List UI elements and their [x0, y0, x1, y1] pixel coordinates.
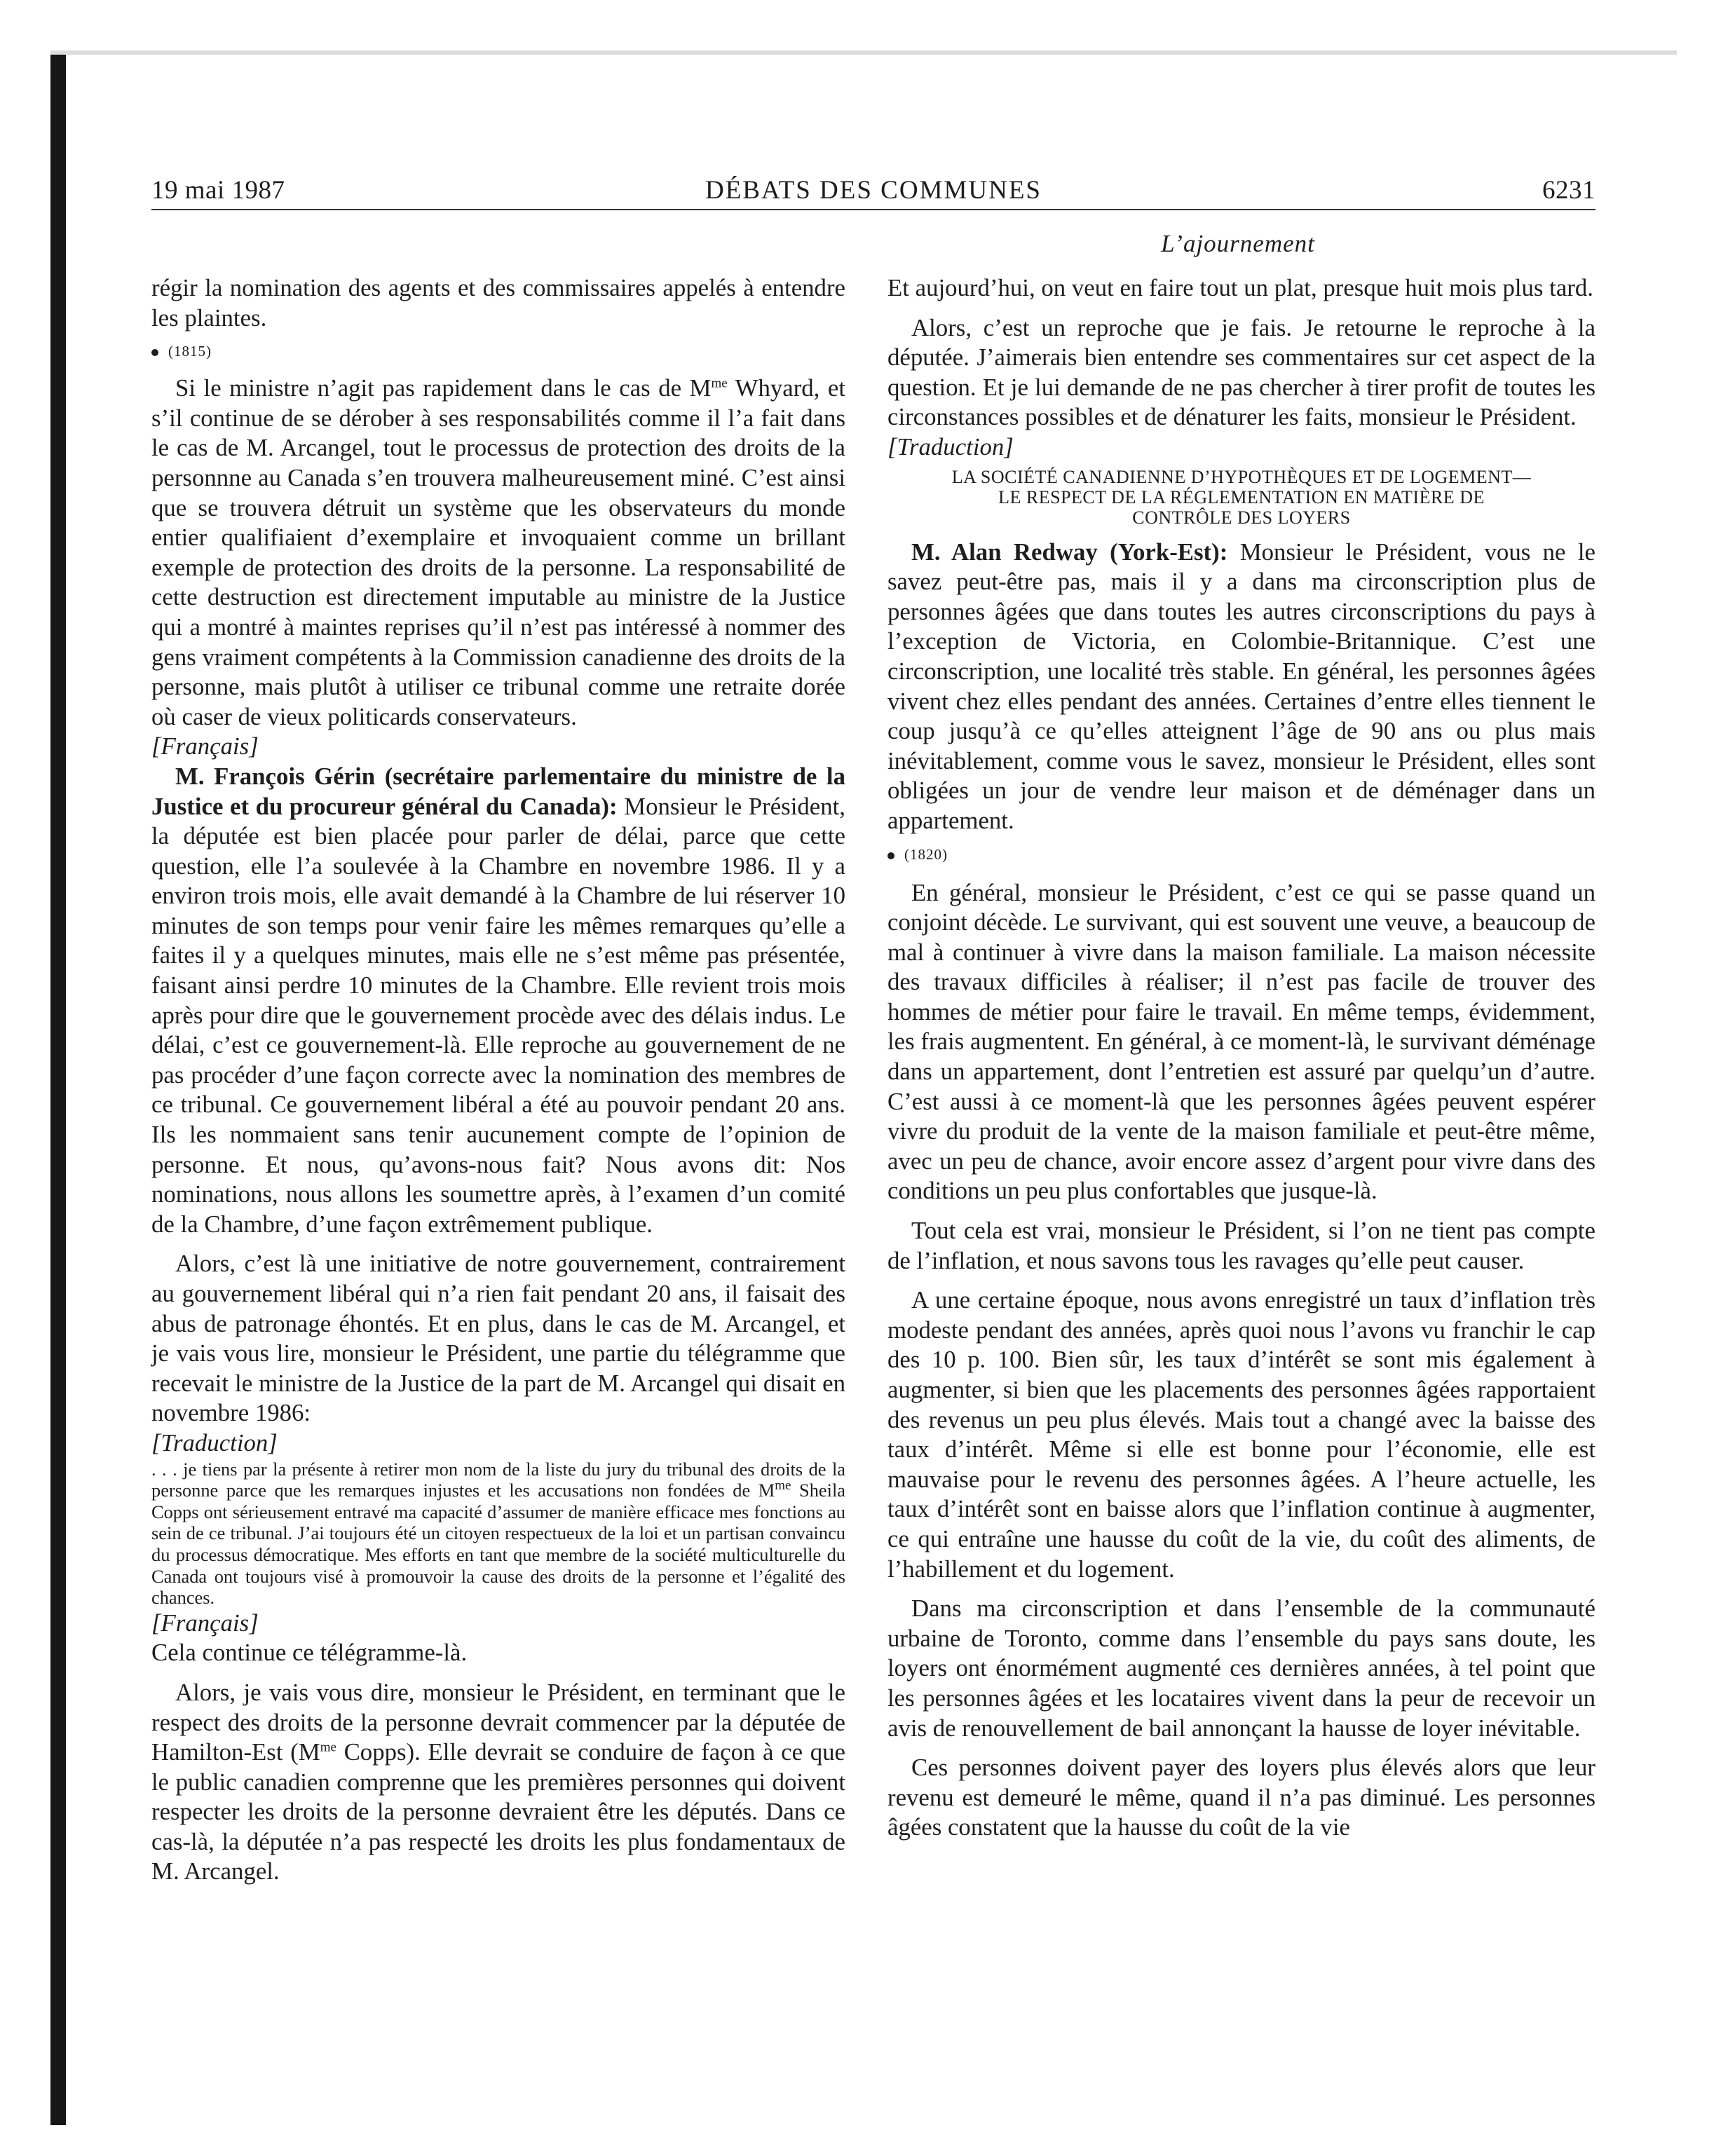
text-run: Sheila Copps ont sérieusement entravé ma capacité d’assumer de manière efficace mes fonctions au sein de ce tribunal. J’ai toujours été un citoyen respectueux de la loi et un partisan convaincu du processus démocratique. Mes efforts en tant que membre de la société multiculturelle du Canada ont toujours visé à promouvoir la cause des droits de la personne et l’égalité des chances. [151, 1480, 845, 1609]
paragraph: Alors, c’est là une initiative de notre gouvernement, contrairement au gouvernement libéral qui n’a rien fait pendant 20 ans, il faisait des abus de patronage éhontés. Et en plus, dans le cas de M. Arcangel, et je vais vous lire, monsieur le Président, une partie du télégramme que recevait le ministre de la Justice de la part de M. Arcangel qui disait en novembre 1986: [151, 1250, 845, 1427]
paragraph [151, 1678, 845, 1887]
paragraph: Ces personnes doivent payer des loyers plus élevés alors que leur revenu est demeuré le même, quand il n’a pas diminué. Les personnes âgées constatent que la hausse du coût de la vie [887, 1754, 1595, 1841]
time-marker [887, 840, 1595, 868]
language-tag: [Français] [151, 1609, 259, 1637]
paragraph: régir la nomination des agents et des commissaires appelés à entendre les plaintes. [151, 274, 845, 332]
speaker-name: M. François Gérin (secrétaire parlementaire du ministre de la Justice et du procureur général du Canada): [151, 762, 845, 820]
speech-paragraph [151, 762, 845, 1240]
page-header [151, 175, 1595, 210]
text-run: Monsieur le Président, la députée est bien placée pour parler de délai, parce que cette question, elle l’a soulevée à la Chambre en novembre 1986. Il y a environ trois mois, elle avait demandé à la Chambre de lui réserver 10 minutes de son temps pour venir faire les mêmes remarques qu’elle a faites il y a quelques minutes, mais elle ne s’est même pas présentée, faisant ainsi perdre 10 minutes de la Chambre. Elle revient trois mois après pour dire que le gouvernement procède avec des délais indus. Le délai, c’est ce gouvernement-là. Elle reproche au gouvernement de ne pas procéder d’une façon correcte avec la nomination des membres de ce tribunal. Ce gouvernement libéral a été au pouvoir pendant 20 ans. Ils les nommaient sans tenir aucunement compte de l’opinion de personne. Et nous, qu’avons-nous fait? Nous avons dit: Nos nominations, nous allons les soumettre après, à l’examen d’un comité de la Chambre, d’une façon extrêmement publique. [151, 792, 845, 1238]
text-run: Whyard, et s’il continue de se dérober à ses responsabilités comme il l’a fait dans le cas de M. Arcangel, tout le processus de protection des droits de la personnne au Canada s’en trouvera malheureusement miné. C’est ainsi que se trouvera détruit un système que les observateurs du monde entier qualifiaient d’exemplaire et invoquaient comme un brillant exemple de protection des droits de la personne. La responsabilité de cette destruction est directement imputable au ministre de la Justice qui a montré à maintes reprises qu’il n’est pas intéressé à nommer des gens vraiment compétents à la Commission canadienne des droits de la personne, mais plutôt à utiliser ce tribunal comme une retraite dorée où caser de vieux politicards conservateurs. [151, 374, 846, 730]
right-column [887, 273, 1595, 1843]
speaker-name: M. Alan Redway (York-Est): [911, 538, 1228, 566]
heading-line: CONTRÔLE DES LOYERS [1132, 507, 1351, 528]
heading-line: LE RESPECT DE LA RÉGLEMENTATION EN MATIÈRE DE [998, 486, 1485, 507]
time-marker [151, 337, 845, 365]
scan-border-top [50, 50, 1677, 55]
paragraph [151, 374, 845, 732]
bullet-icon [151, 349, 158, 356]
paragraph: Alors, c’est un reproche que je fais. Je retourne le reproche à la députée. J’aimerais bien entendre ses commentaires sur cet aspect de la question. Et je lui demande de ne pas chercher à tirer profit de toutes les circonstances possibles et de dénaturer les faits, monsieur le Président. [887, 313, 1595, 431]
superscript: me [320, 1740, 336, 1755]
paragraph: Tout cela est vrai, monsieur le Président, si l’on ne tient pas compte de l’inflation, et nous savons tous les ravages qu’elle peut causer. [887, 1217, 1595, 1274]
paragraph: En général, monsieur le Président, c’est ce qui se passe quand un conjoint décède. Le survivant, qui est souvent une veuve, a beaucoup de mal à continuer à vivre dans la maison familiale. La maison nécessite des travaux difficiles à réaliser; il n’est pas facile de trouver des hommes de métier pour faire le travail. En même temps, évidemment, les frais augmentent. En général, à ce moment-là, le survivant déménage dans un appartement, dont l’entretien est assuré par quelqu’un d’autre. C’est aussi à ce moment-là que les personnes âgées peuvent espérer vivre du produit de la vente de la maison familiale et peut-être même, avec un peu de chance, avoir encore assez d’argent pour vivre dans des conditions un peu plus confortables que jusque-là. [887, 878, 1595, 1205]
speech-paragraph [887, 538, 1595, 836]
section-heading [887, 467, 1595, 528]
language-tag: [Traduction] [887, 432, 1014, 460]
bullet-icon [887, 852, 894, 859]
scan-border [50, 50, 66, 2125]
telegram-quote [151, 1459, 845, 1609]
paragraph: A une certaine époque, nous avons enregistré un taux d’inflation très modeste pendant des années, après quoi nous l’avons vu franchir le cap des 10 p. 100. Bien sûr, les taux d’intérêt se sont mis également à augmenter, si bien que les placements des personnes âgées rapportaient des revenus un peu plus élevés. Mais tout a changé avec la baisse des taux d’intérêt. Même si elle est bonne pour l’économie, elle est mauvaise pour le revenu des personnes âgées. A l’heure actuelle, les taux d’intérêt sont en baisse alors que l’inflation continue à augmenter, ce qui entraîne une hausse du coût de la vie, du coût des aliments, de l’habillement et du logement. [887, 1286, 1595, 1583]
running-head: L’ajournement [1161, 230, 1315, 257]
left-column [151, 273, 845, 1887]
text-run: Si le ministre n’agit pas rapidement dans le cas de M [175, 374, 712, 402]
heading-line: LA SOCIÉTÉ CANADIENNE D’HYPOTHÈQUES ET DE LOGEMENT— [951, 466, 1532, 487]
text-run: Copps). Elle devrait se conduire de façon à ce que le public canadien comprenne que les premières personnes qui doivent respecter les droits de la personne devraient être les députés. Dans ce cas-là, la députée n’a pas respecté les droits les plus fondamentaux de M. Arcangel. [151, 1738, 845, 1885]
time-stamp: (1815) [168, 343, 212, 360]
paragraph: Dans ma circonscription et dans l’ensemble de la communauté urbaine de Toronto, comme dans l’ensemble du pays sans doute, les loyers ont énormément augmenté ces dernières années, à tel point que les personnes âgées et les locataires vivent dans la peur de recevoir un avis de renouvellement de bail annonçant la hausse de loyer inévitable. [887, 1595, 1595, 1742]
page-number: 6231 [1542, 176, 1595, 205]
text-run: . . . je tiens par la présente à retirer mon nom de la liste du jury du tribunal des droits de la personne parce que les remarques injustes et les accusations non fondées de M [151, 1458, 845, 1501]
hansard-page [151, 175, 1595, 1885]
language-tag: [Traduction] [151, 1428, 278, 1456]
paragraph: Et aujourd’hui, on veut en faire tout un plat, presque huit mois plus tard. [887, 274, 1593, 301]
paragraph: Cela continue ce télégramme-là. [151, 1639, 468, 1667]
header-rule [151, 209, 1595, 210]
language-tag: [Français] [151, 732, 259, 760]
superscript: me [711, 376, 728, 391]
text-run: Monsieur le Président, vous ne le savez peut-être pas, mais il y a dans ma circonscription plus de personnes âgées que dans toutes les autres circonscriptions du pays à l’exception de Victoria, en Colombie-Britannique. C’est une circonscription, une localité très stable. En général, les personnes âgées vivent chez elles pendant des années. Certaines d’entre elles tiennent le coup jusqu’à ce qu’elles atteignent l’âge de 90 ans ou plus mais inévitablement, comme vous le savez, monsieur le Président, elles sont obligées un jour de vendre leur maison et de déménager dans un appartement. [887, 538, 1595, 834]
header-title: DÉBATS DES COMMUNES [705, 176, 1042, 205]
time-stamp: (1820) [904, 845, 948, 863]
text-run: Alors, je vais vous dire, monsieur le Président, en terminant que le respect des droits de la personne devrait commencer par la députée de Hamilton-Est (M [151, 1678, 845, 1766]
superscript: me [775, 1478, 791, 1494]
header-date: 19 mai 1987 [151, 176, 285, 205]
